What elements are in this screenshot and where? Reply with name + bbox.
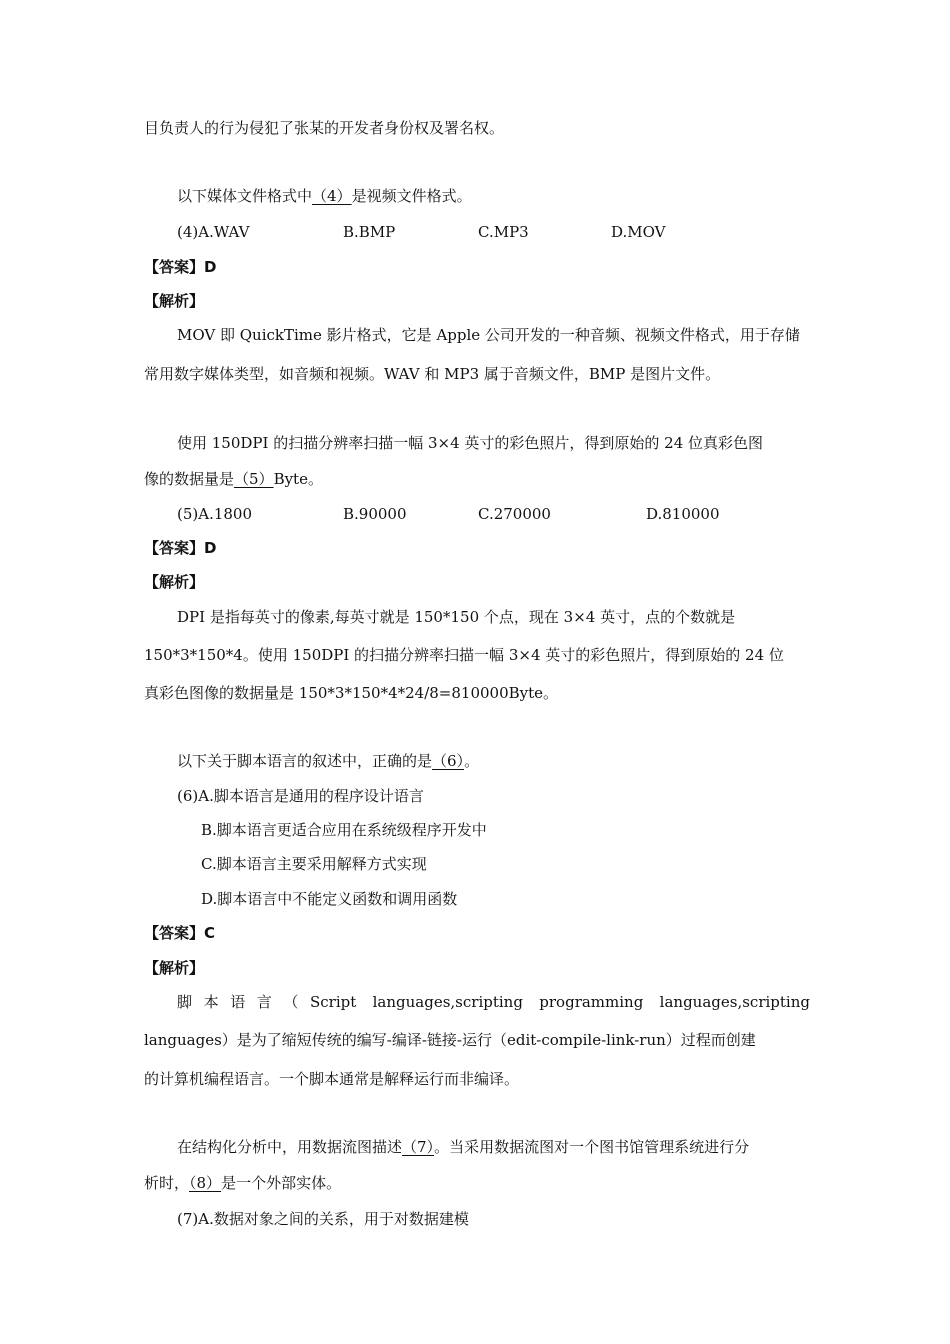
answer-4: 【答案】D — [144, 258, 217, 276]
analysis-5-line: 真彩色图像的数据量是 150*3*150*4*24/8=810000Byte。 — [144, 684, 559, 702]
option-c: C.脚本语言主要采用解释方式实现 — [201, 855, 427, 873]
question-5-stem: 使用 150DPI 的扫描分辨率扫描一幅 3×4 英寸的彩色照片，得到原始的 24 位真彩色图 — [177, 434, 764, 452]
option-a: (5)A.1800 — [177, 505, 253, 523]
paragraph-continuation: 目负责人的行为侵犯了张某的开发者身份权及署名权。 — [144, 119, 505, 137]
question-4-stem: 以下媒体文件格式中（4）是视频文件格式。 — [177, 187, 472, 205]
analysis-5-label: 【解析】 — [144, 573, 205, 591]
analysis-4-label: 【解析】 — [144, 292, 205, 310]
blank-7: （7） — [402, 1138, 435, 1156]
blank-4: （4） — [312, 187, 352, 205]
question-6-stem: 以下关于脚本语言的叙述中，正确的是（6）。 — [177, 752, 480, 770]
question-7-stem: 析时，（8）是一个外部实体。 — [144, 1174, 342, 1192]
option-b: B.脚本语言更适合应用在系统级程序开发中 — [201, 821, 487, 839]
option-a: (7)A.数据对象之间的关系，用于对数据建模 — [177, 1210, 469, 1228]
analysis-4-line: MOV 即 QuickTime 影片格式，它是 Apple 公司开发的一种音频、视频文件格式，用于存储 — [177, 326, 800, 344]
answer-6: 【答案】C — [144, 924, 216, 942]
analysis-6-line: languages）是为了缩短传统的编写-编译-链接-运行（edit-compile-link-run）过程而创建 — [144, 1031, 756, 1049]
option-a: (4)A.WAV — [177, 223, 250, 241]
analysis-6-line: 的计算机编程语言。一个脚本通常是解释运行而非编译。 — [144, 1070, 520, 1088]
option-b: B.BMP — [343, 223, 396, 241]
option-b: B.90000 — [343, 505, 407, 523]
option-d: D.MOV — [611, 223, 666, 241]
option-a: (6)A.脚本语言是通用的程序设计语言 — [177, 787, 424, 805]
blank-6: （6） — [432, 752, 465, 770]
option-d: D.810000 — [646, 505, 720, 523]
analysis-5-line: DPI 是指每英寸的像素,每英寸就是 150*150 个点，现在 3×4 英寸，点的个数就是 — [177, 608, 736, 626]
blank-8: （8） — [189, 1174, 222, 1192]
option-c: C.MP3 — [478, 223, 529, 241]
question-7-stem: 在结构化分析中，用数据流图描述（7）。当采用数据流图对一个图书馆管理系统进行分 — [177, 1138, 750, 1156]
analysis-6-line: 脚本语言（Script languages,scripting programming languages,scripting — [177, 993, 810, 1011]
analysis-5-line: 150*3*150*4。使用 150DPI 的扫描分辨率扫描一幅 3×4 英寸的彩色照片，得到原始的 24 位 — [144, 646, 784, 664]
answer-5: 【答案】D — [144, 539, 217, 557]
blank-5: （5） — [234, 470, 274, 488]
analysis-6-label: 【解析】 — [144, 959, 205, 977]
analysis-4-line: 常用数字媒体类型，如音频和视频。WAV 和 MP3 属于音频文件，BMP 是图片文件。 — [144, 365, 721, 383]
question-4-options — [177, 222, 810, 242]
question-5-stem: 像的数据量是（5）Byte。 — [144, 470, 323, 488]
option-c: C.270000 — [478, 505, 551, 523]
option-d: D.脚本语言中不能定义函数和调用函数 — [201, 890, 458, 908]
question-5-options — [177, 504, 810, 524]
